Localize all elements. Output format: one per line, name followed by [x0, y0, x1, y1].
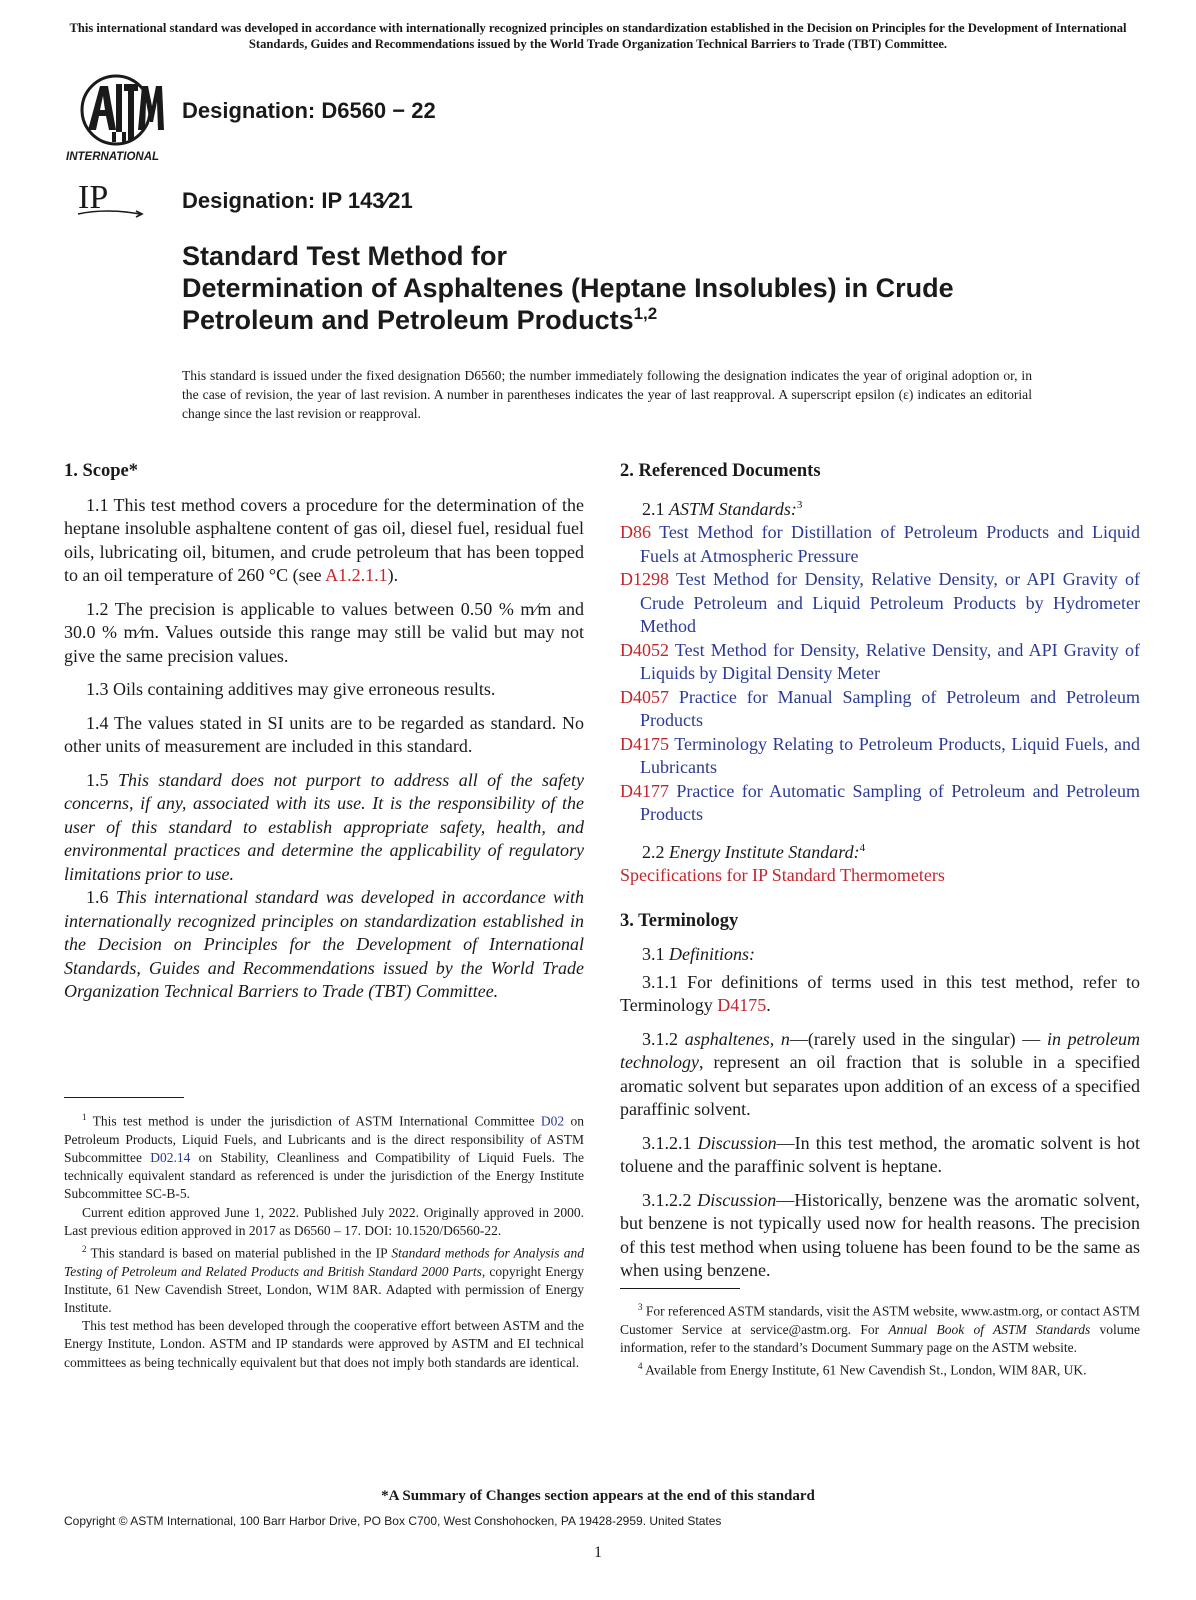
scope-1-4: 1.4 The values stated in SI units are to be regarded as standard. No other units of measurement are included in this standard.: [64, 712, 584, 756]
summary-of-changes-note: *A Summary of Changes section appears at the end of this standard: [381, 1488, 815, 1504]
page-number: 1: [594, 1544, 602, 1561]
referenced-item-code[interactable]: D86: [620, 522, 651, 542]
ip-logo: [76, 178, 146, 218]
referenced-item-code[interactable]: D4175: [620, 733, 669, 754]
referenced-item-title[interactable]: Terminology Relating to Petroleum Products, Liquid Fuels, and Lubricants: [640, 733, 1140, 777]
referenced-item-code[interactable]: D4057: [620, 686, 669, 707]
ip-logo-mark: IP: [78, 179, 109, 216]
astm-designation: Designation: D6560 − 22: [182, 98, 436, 123]
link-a1-2-1-1[interactable]: A1.2.1.1: [325, 565, 388, 585]
referenced-item-title[interactable]: Practice for Automatic Sampling of Petroleum and Petroleum Products: [640, 780, 1140, 824]
scope-1-5: 1.5 This standard does not purport to address all of the safety concerns, if any, associated with its use. It is the responsibility of the user of this standard to establish appropriate safety, health, and environmental practices and determine the applicability of regulatory limitations prior to use.: [64, 769, 584, 884]
referenced-item-title[interactable]: Test Method for Distillation of Petroleum Products and Liquid Fuels at Atmospheric Pressure: [640, 522, 1140, 566]
astm-standards-label: 2.1 ASTM Standards:$^3$: [642, 498, 803, 519]
copyright-line: Copyright © ASTM International, 100 Barr Harbor Drive, PO Box C700, West Conshohocken, PA 19428-2959. United States: [64, 1514, 722, 1528]
issued-note: This standard is issued under the fixed designation D6560; the number immediately following the designation indicates the year of original adoption or, in the case of revision, the year of last revision. A number in parentheses indicates the year of last reapproval. A superscript epsilon (ε) indicates an editorial change since the last revision or reapproval.: [182, 368, 1032, 421]
referenced-item[interactable]: [620, 686, 1140, 733]
scope-1-1: 1.1 This test method covers a procedure for the determination of the heptane insoluble asphaltene content of gas oil, diesel fuel, residual fuel oils, lubricating oil, bitumen, and crude petroleum that has been topped to an oil temperature of 260 °C (see A1.2.1.1).: [64, 494, 584, 585]
footnote-2-cooperation: This test method has been developed through the cooperative effort between ASTM and the Energy Institute, London. ASTM and IP standards were approved by ASTM and EI technical committees as being technically equivalent but that does not imply both standards are identical.: [64, 1318, 584, 1370]
section-heading-scope: 1. Scope*: [64, 461, 138, 481]
section-heading-terminology: 3. Terminology: [620, 910, 739, 931]
title-footnote-ref[interactable]: 1,2: [633, 304, 658, 323]
referenced-item[interactable]: [620, 521, 1140, 568]
right-column: [620, 460, 1140, 1293]
link-d02[interactable]: D02: [540, 1113, 565, 1129]
referenced-list: [620, 521, 1140, 827]
document-title: [182, 240, 1122, 336]
term-3-1-2-2: 3.1.2.2 Discussion—Historically, benzene was the aromatic solvent, but benzene is not typically used now for health reasons. The precision of this test method when using toluene has been found to be the same as when using benzene.: [620, 1189, 1140, 1280]
section-heading-referenced: 2. Referenced Documents: [620, 461, 821, 481]
left-column: [64, 460, 584, 1014]
footnote-4: $^4$ Available from Energy Institute, 61 New Cavendish St., London, WIM 8AR, UK.: [638, 1361, 1087, 1378]
astm-logo: [66, 72, 166, 164]
referenced-item[interactable]: [620, 568, 1140, 639]
scope-1-2: 1.2 The precision is applicable to values between 0.50 % m⁄m and 30.0 % m⁄m. Values outside this range may still be valid but may not give the same precision values.: [64, 598, 584, 666]
scope-1-3: 1.3 Oils containing additives may give erroneous results.: [86, 679, 496, 699]
term-3-1-2: 3.1.2 asphaltenes, n—(rarely used in the singular) — in petroleum technology, represent an oil fraction that is soluble in a specified aromatic solvent but separates upon addition of an excess of a specified paraffinic solvent.: [620, 1028, 1140, 1119]
footnote-1: $^1$ This test method is under the jurisdiction of ASTM International Committee D02 on Petroleum Products, Liquid Fuels, and Lubricants and is the direct responsibility of ASTM Subcommittee D02.14 on Stability, Cleanliness and Compatibility of Liquid Fuels. The technically equivalent standard as referenced is under the jurisdiction of the Energy Institute Subcommittee SC-B-5.: [64, 1112, 584, 1202]
definitions-label: 3.1 Definitions:: [642, 944, 755, 964]
footnote-1-approval: Current edition approved June 1, 2022. Published July 2022. Originally approved in 2000. Last previous edition approved in 2017 as D6560 – 17. DOI: 10.1520/D6560-22.: [64, 1204, 584, 1238]
title-line-2: Determination of Asphaltenes (Heptane Insolubles) in Crude: [182, 273, 954, 303]
ei-standard-label: 2.2 Energy Institute Standard:$^4$: [642, 841, 866, 862]
referenced-item-code[interactable]: D4177: [620, 780, 669, 801]
footnotes-right: [620, 1298, 1140, 1380]
referenced-item-title[interactable]: Practice for Manual Sampling of Petroleum and Petroleum Products: [640, 686, 1140, 730]
term-3-1-2-1: 3.1.2.1 Discussion—In this test method, the aromatic solvent is hot toluene and the paraffinic solvent is heptane.: [620, 1132, 1141, 1176]
footnote-3: $^3$ For referenced ASTM standards, visit the ASTM website, www.astm.org, or contact ASTM Customer Service at service@astm.org. For Annual Book of ASTM Standards volume information, refer to the standard’s Document Summary page on the ASTM website.: [620, 1302, 1140, 1355]
footnote-rule-left: [64, 1097, 184, 1098]
link-d4175-term[interactable]: D4175: [717, 995, 767, 1015]
referenced-item[interactable]: [620, 780, 1140, 827]
referenced-item-code[interactable]: D4052: [620, 639, 669, 660]
referenced-item-code[interactable]: D1298: [620, 569, 669, 589]
referenced-item[interactable]: [620, 733, 1140, 780]
astm-logo-word: INTERNATIONAL: [66, 151, 160, 163]
referenced-item[interactable]: [620, 639, 1140, 686]
footnotes-left: [64, 1108, 584, 1372]
ei-thermometers-link[interactable]: Specifications for IP Standard Thermometers: [620, 865, 945, 885]
footnote-2: $^2$ This standard is based on material published in the IP Standard methods for Analysis and Testing of Petroleum and Related Products and British Standard 2000 Parts, copyright Energy Institute, 61 New Cavendish Street, London, W1M 8AR. Adapted with permission of Energy Institute.: [64, 1243, 585, 1316]
scope-1-6: 1.6 This international standard was developed in accordance with internationally recognized principles on standardization established in the Decision on Principles for the Development of International Standards, Guides and Recommendations issued by the World Trade Organization Technical Barriers to Trade (TBT) Committee.: [64, 887, 584, 1001]
link-d02-14[interactable]: D02.14: [150, 1149, 191, 1165]
tbt-notice: This international standard was developed in accordance with internationally recognized principles on standardization established in the Decision on Principles for the Development of International Standards, Guides and Recommendations issued by the World Trade Organization Technical Barriers to Trade (TBT) Committee.: [69, 21, 1127, 51]
referenced-item-title[interactable]: Test Method for Density, Relative Density, or API Gravity of Crude Petroleum and Liquid Petroleum Products by Hydrometer Method: [640, 569, 1140, 636]
ip-designation: Designation: IP 143⁄21: [182, 188, 413, 213]
referenced-item-title[interactable]: Test Method for Density, Relative Density, and API Gravity of Liquids by Digital Density Meter: [640, 639, 1140, 683]
footnote-rule-right: [620, 1288, 740, 1289]
title-line-1: Standard Test Method for: [182, 241, 508, 271]
term-3-1-1: 3.1.1 For definitions of terms used in this test method, refer to Terminology D4175.: [620, 971, 1140, 1015]
title-line-3: Petroleum and Petroleum Products$^{1,2}$: [182, 304, 658, 335]
